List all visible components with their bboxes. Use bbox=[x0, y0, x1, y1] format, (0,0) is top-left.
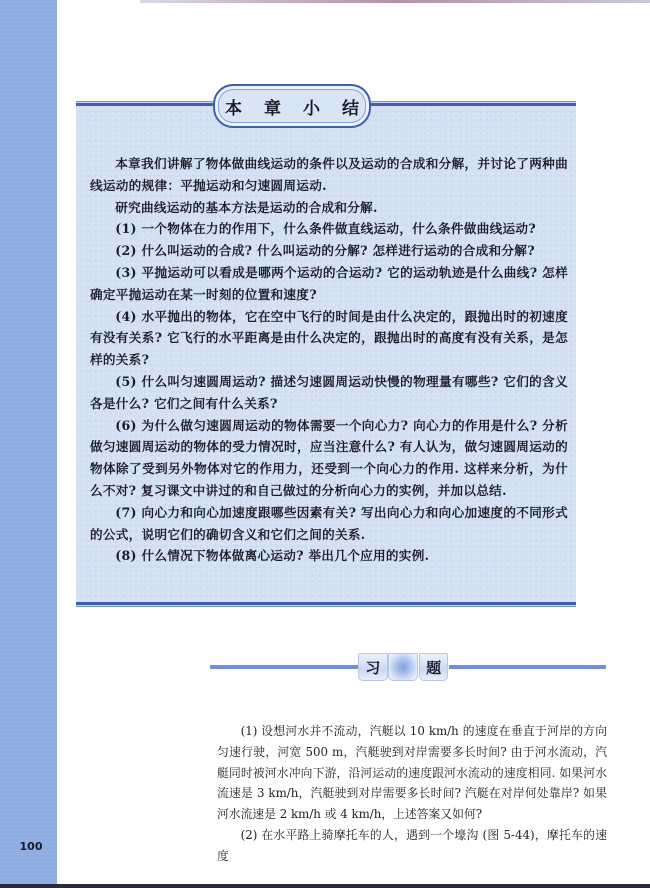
summary-paragraph-method: 研究曲线运动的基本方法是运动的合成和分解. bbox=[115, 199, 378, 215]
summary-question-8: (8) 什么情况下物体做离心运动? 举出几个应用的实例. bbox=[115, 548, 430, 564]
page-side-band bbox=[0, 0, 57, 884]
summary-question-5: (5) 什么叫匀速圆周运动? 描述匀速圆周运动快慢的物理量有哪些? 它们的含义各是什么? 它们之间有什么关系? bbox=[90, 373, 568, 411]
summary-question-7: (7) 向心力和向心加速度跟哪些因素有关? 写出向心力和向心加速度的不同形式的公式，说明它们的确切含义和它们之间的关系. bbox=[90, 504, 568, 542]
page-bottom-edge bbox=[0, 884, 650, 888]
summary-question-1: (1) 一个物体在力的作用下，什么条件做直线运动，什么条件做曲线运动? bbox=[115, 221, 536, 237]
summary-body bbox=[90, 153, 568, 567]
exercises-title-badge bbox=[358, 653, 449, 681]
exercises-body bbox=[217, 721, 607, 867]
summary-question-6: (6) 为什么做匀速圆周运动的物体需要一个向心力? 向心力的作用是什么? 分析做匀速圆周运动的物体的受力情况时，应当注意什么? 有人认为，做匀速圆周运动的物体除了受到另外物体对它的作用力，还受到一个向心力的作用. 这样来分析，为什么不对? 复习课文中讲过的和自己做过的分析向心力的实例，并加以总结. bbox=[90, 417, 568, 498]
summary-question-4: (4) 水平抛出的物体，它在空中飞行的时间是由什么决定的，跟抛出时的初速度有没有关系? 它飞行的水平距离是由什么决定的，跟抛出时的高度有没有关系，是怎样的关系? bbox=[90, 308, 568, 368]
exercises-rule-left bbox=[210, 665, 358, 669]
exercises-title-char-1: 习 bbox=[358, 653, 388, 681]
top-edge-strip bbox=[140, 0, 650, 3]
exercises-title-ornament bbox=[388, 653, 418, 681]
exercise-1: (1) 设想河水并不流动，汽艇以 10 km/h 的速度在垂直于河岸的方向匀速行驶，河宽 500 m，汽艇驶到对岸需要多长时间? 由于河水流动，汽艇同时被河水冲向下游，沿河运动的速度跟河水流动的速度相同. 如果河水流速是 3 km/h，汽艇驶到对岸需要多长时间? 汽艇在对岸何处靠岸? 如果河水流速是 2 km/h 或 4 km/h，上述答案又如何? bbox=[217, 724, 607, 822]
summary-question-3: (3) 平抛运动可以看成是哪两个运动的合运动? 它的运动轨迹是什么曲线? 怎样确定平抛运动在某一时刻的位置和速度? bbox=[90, 264, 568, 302]
summary-question-2: (2) 什么叫运动的合成? 什么叫运动的分解? 怎样进行运动的合成和分解? bbox=[115, 243, 535, 259]
exercise-2: (2) 在水平路上骑摩托车的人，遇到一个壕沟 (图 5-44)，摩托车的速度 bbox=[217, 827, 607, 863]
summary-title-plate bbox=[213, 84, 381, 128]
page-number: 100 bbox=[19, 840, 43, 853]
summary-paragraph-intro: 本章我们讲解了物体做曲线运动的条件以及运动的合成和分解，并讨论了两种曲线运动的规律：平抛运动和匀速圆周运动. bbox=[90, 156, 568, 193]
summary-title: 本章小结 bbox=[225, 98, 381, 119]
summary-bottom-rule bbox=[76, 602, 576, 607]
exercises-title-char-2: 题 bbox=[419, 653, 449, 681]
exercises-rule-right bbox=[449, 665, 606, 669]
